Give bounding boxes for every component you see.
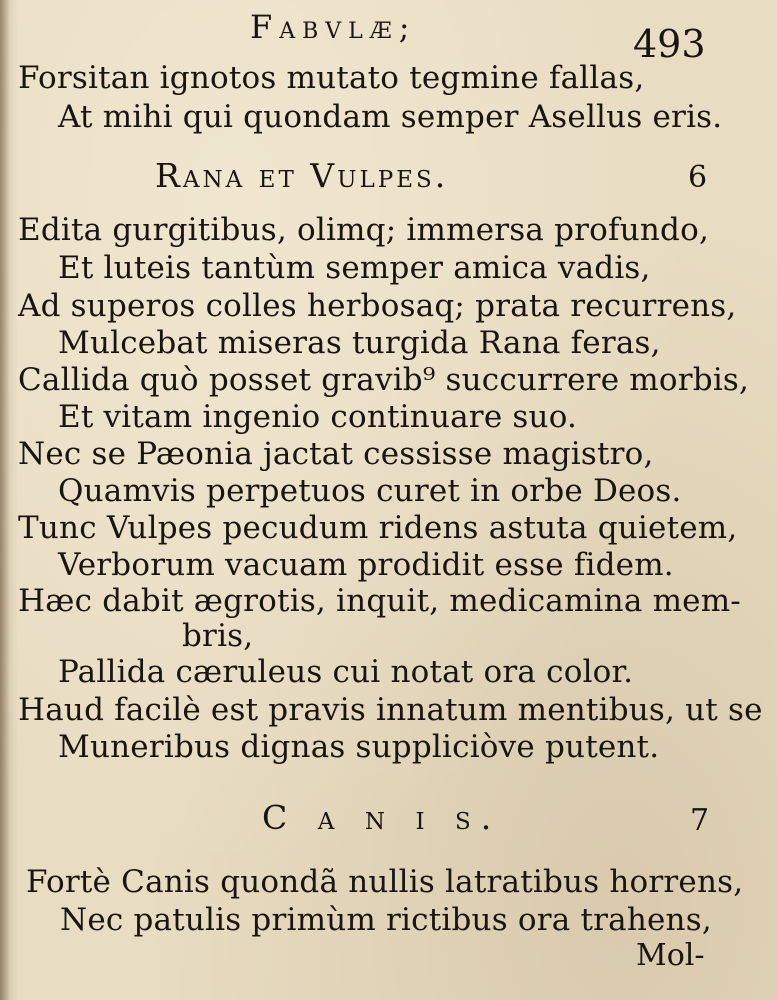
verse-line: Tunc Vulpes pecudum ridens astuta quietem, [18, 510, 738, 546]
verse-line: Haud facilè est pravis innatum mentibus, ut se [18, 692, 763, 728]
fable-number: 7 [690, 803, 710, 838]
verse-line: Verborum vacuam prodidit esse fidem. [58, 547, 674, 583]
catchword: Mol- [636, 938, 705, 973]
verse-line: Pallida cæruleus cui notat ora color. [58, 654, 634, 690]
verse-line: At mihi qui quondam semper Asellus eris. [58, 99, 723, 135]
verse-line: Et luteis tantùm semper amica vadis, [58, 250, 651, 286]
fable-title: C a n i s. [262, 798, 502, 837]
verse-line: Edita gurgitibus, olimq; immersa profundo, [18, 212, 710, 248]
verse-line: Mulcebat miseras turgida Rana feras, [58, 325, 661, 361]
page-number: 493 [633, 22, 706, 66]
verse-line: Ad superos colles herbosaq; prata recurrens, [18, 288, 737, 324]
fable-number: 6 [688, 160, 708, 195]
verse-line: Muneribus dignas suppliciòve putent. [58, 729, 660, 765]
running-head: Fabvlæ; [250, 8, 417, 46]
fable-title: Rana et Vulpes. [155, 156, 449, 195]
verse-line: Quamvis perpetuos curet in orbe Deos. [58, 473, 682, 509]
verse-line: Nec se Pæonia jactat cessisse magistro, [18, 436, 654, 472]
verse-line: Forsitan ignotos mutato tegmine fallas, [18, 60, 645, 96]
verse-line: Hæc dabit ægrotis, inquit, medicamina mem- [18, 583, 741, 619]
page-gutter-shadow [0, 0, 10, 1000]
verse-line-continuation: bris, [182, 618, 254, 654]
verse-line: Nec patulis primùm rictibus ora trahens, [60, 902, 712, 938]
verse-line: Et vitam ingenio continuare suo. [58, 399, 578, 435]
verse-line: Fortè Canis quondã nullis latratibus horrens, [26, 864, 744, 900]
verse-line: Callida quò posset gravib⁹ succurrere morbis, [18, 362, 750, 398]
